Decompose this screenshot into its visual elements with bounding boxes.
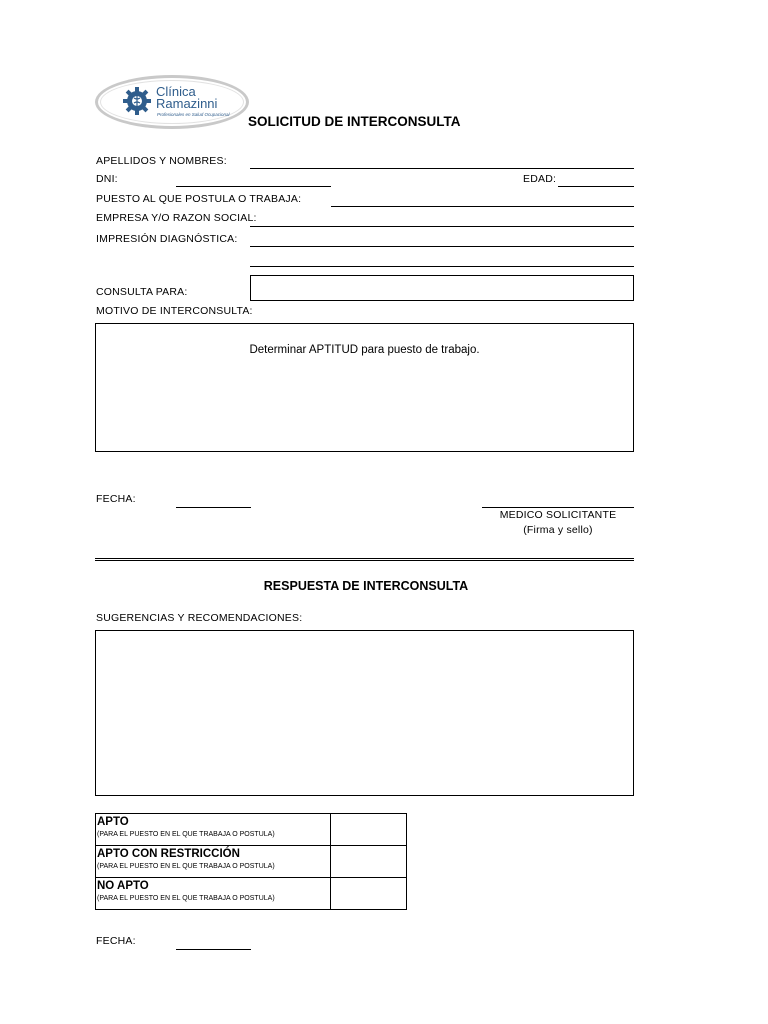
puesto-field[interactable] (331, 206, 634, 207)
option-sub: (PARA EL PUESTO EN EL QUE TRABAJA O POSTULA) (97, 895, 275, 902)
clinic-logo (95, 75, 249, 129)
option-main: APTO CON RESTRICCIÓN (97, 848, 240, 860)
logo-text-line2: Ramazinni (156, 96, 218, 111)
consulta-para-label: CONSULTA PARA: (96, 286, 188, 298)
medico-label: MEDICO SOLICITANTE (499, 509, 617, 521)
impresion-label: IMPRESIÓN DIAGNÓSTICA: (96, 233, 238, 245)
medico-signature-line[interactable] (482, 507, 634, 508)
empresa-label: EMPRESA Y/O RAZON SOCIAL: (96, 212, 257, 224)
option-main: APTO (97, 816, 129, 828)
fecha2-field[interactable] (176, 949, 251, 950)
consulta-para-box[interactable] (250, 275, 634, 301)
option-apto-restriccion (96, 846, 331, 878)
logo-tagline: Profesionales en Salud Ocupacional (157, 112, 230, 117)
gear-icon (122, 86, 152, 116)
motivo-box[interactable] (95, 323, 634, 452)
option-no-apto-checkbox[interactable] (331, 878, 407, 910)
logo-text-line1: Clínica (156, 84, 196, 99)
section-divider (95, 558, 634, 561)
apellidos-label: APELLIDOS Y NOMBRES: (96, 155, 227, 167)
fecha-field[interactable] (176, 507, 251, 508)
option-apto (96, 814, 331, 846)
empresa-field[interactable] (250, 226, 634, 227)
fecha2-label: FECHA: (96, 935, 136, 947)
response-title: RESPUESTA DE INTERCONSULTA (263, 579, 469, 593)
edad-label: EDAD: (523, 173, 557, 185)
table-row (96, 814, 407, 846)
option-sub: (PARA EL PUESTO EN EL QUE TRABAJA O POSTULA) (97, 863, 275, 870)
sugerencias-label: SUGERENCIAS Y RECOMENDACIONES: (96, 612, 303, 624)
option-apto-checkbox[interactable] (331, 814, 407, 846)
option-apto-restriccion-checkbox[interactable] (331, 846, 407, 878)
option-sub: (PARA EL PUESTO EN EL QUE TRABAJA O POSTULA) (97, 831, 275, 838)
motivo-text: Determinar APTITUD para puesto de trabajo. (249, 344, 480, 356)
table-row (96, 878, 407, 910)
table-row (96, 846, 407, 878)
apellidos-field[interactable] (250, 168, 634, 169)
option-no-apto (96, 878, 331, 910)
impresion-field-line2[interactable] (250, 266, 634, 267)
motivo-label: MOTIVO DE INTERCONSULTA: (96, 305, 253, 317)
puesto-label: PUESTO AL QUE POSTULA O TRABAJA: (96, 193, 302, 205)
dni-label: DNI: (96, 173, 118, 185)
dni-field[interactable] (176, 186, 331, 187)
edad-field[interactable] (558, 186, 634, 187)
form-title: SOLICITUD DE INTERCONSULTA (248, 114, 461, 129)
fecha-label: FECHA: (96, 493, 136, 505)
medico-sub-label: (Firma y sello) (523, 524, 593, 536)
option-main: NO APTO (97, 880, 149, 892)
sugerencias-box[interactable] (95, 630, 634, 796)
aptitud-table (95, 813, 407, 910)
impresion-field-line1[interactable] (250, 246, 634, 247)
